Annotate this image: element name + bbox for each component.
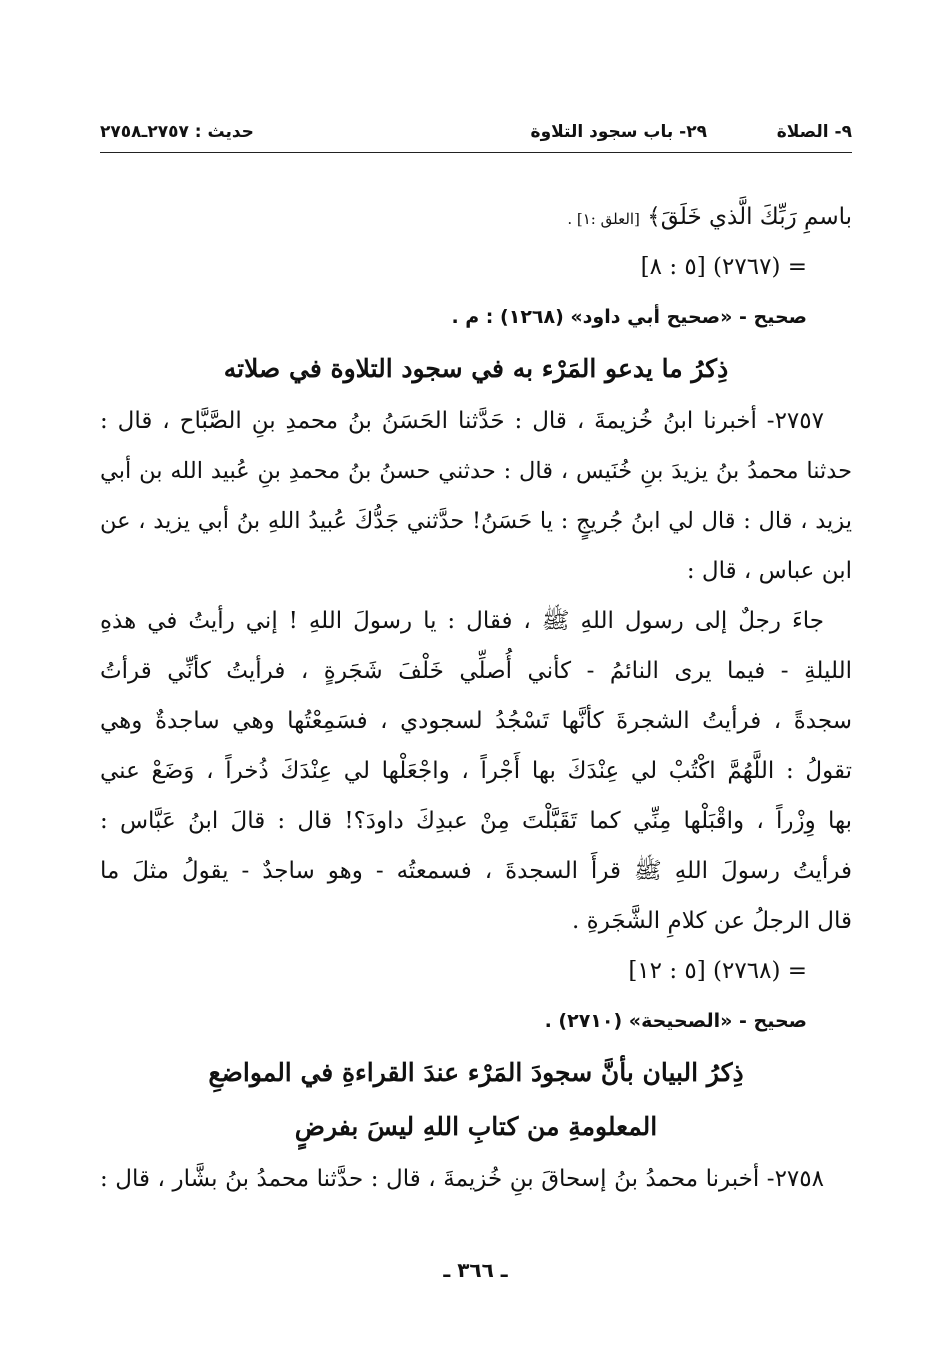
isnad-line: يزيد ، قال : قال لي ابنُ جُريجٍ : يا حَسَنُ! حدَّثني جَدُّكَ عُبيدُ اللهِ بنُ أبي يزيد ، عن — [100, 508, 852, 534]
isnad-line: حدثنا محمدُ بنُ يزيدَ بنِ خُنَيس ، قال : حدثني حسنُ بنُ محمدِ بنِ عُبيد الله بن أبي — [100, 458, 852, 484]
matn-line: سجدةً ، فرأيتُ الشجرةَ كأنَّها تَسْجُدُ لسجودي ، فسَمِعْتُها وهي ساجدةٌ وهي — [100, 708, 852, 734]
matn-line: بها وِزْراً ، واقْبَلْها مِنِّي كما تَقَبَّلْتَ مِنْ عبدِكَ داودَ؟! قال : قالَ ابنُ عَبَّاس : — [100, 808, 852, 834]
cross-reference-2: = (٢٧٦٨) [٥ : ١٢] — [628, 958, 807, 984]
chapter-heading-1: ذِكرُ ما يدعو المَرْء به في سجود التلاوة في صلاته — [223, 354, 729, 383]
verse-line — [100, 192, 852, 242]
hadith-range: حديث : ٢٧٥٧ـ٢٧٥٨ — [100, 122, 254, 142]
grading-1: صحيح - «صحيح أبي داود» (١٢٦٨) : م . — [451, 306, 807, 328]
verse-reference: [العلق :١] . — [567, 210, 640, 228]
chapter-heading-2-line-2: المعلومةِ من كتابِ اللهِ ليسَ بفرضٍ — [294, 1112, 658, 1141]
matn-line: قال الرجلُ عن كلامِ الشَّجَرةِ . — [572, 908, 852, 934]
matn-line: تقولُ : اللَّهُمَّ اكْتُبْ لي عِنْدَكَ بها أَجْراً ، واجْعَلْها لي عِنْدَكَ ذُخراً ، وَضَعْ عني — [100, 758, 853, 784]
isnad-line: ابن عباس ، قال : — [686, 558, 852, 584]
page-body — [100, 192, 852, 1204]
header-divider — [100, 152, 852, 153]
isnad-line: ٢٧٥٧- أخبرنا ابنُ خُزيمةَ ، قال : حَدَّثنا الحَسَنُ بنُ محمدِ بنِ الصَّبَّاح ، قال : — [100, 408, 824, 434]
isnad-line-2758: ٢٧٥٨- أخبرنا محمدُ بنُ إسحاقَ بنِ خُزيمةَ ، قال : حدَّثنا محمدُ بنُ بشَّار ، قال : — [100, 1166, 824, 1192]
matn-line: فرأيتُ رسولَ اللهِ ﷺ قرأَ السجدةَ ، فسمعتُه - وهو ساجدٌ - يقولُ مثلَ ما — [100, 858, 852, 884]
cross-reference-1: = (٢٧٦٧) [٥ : ٨] — [640, 254, 807, 280]
matn-line: الليلةِ - فيما يرى النائمُ - كأني أُصلِّي خَلْفَ شَجَرةٍ ، فرأيتُ كأنِّي قرأتُ — [100, 658, 852, 684]
matn-line: جاءَ رجلٌ إلى رسول اللهِ ﷺ ، فقال : يا رسولَ اللهِ ! إني رأيتُ في هذهِ — [100, 608, 824, 634]
bab-title: ٢٩- باب سجود التلاوة — [530, 122, 707, 142]
chapter-title: ٩- الصلاة — [776, 122, 852, 142]
chapter-heading-2-line-1: ذِكرُ البيان بأنَّ سجودَ المَرْء عندَ القراءةِ في المواضعِ — [208, 1058, 744, 1087]
running-header — [100, 118, 852, 148]
grading-2: صحيح - «الصحيحة» (٢٧١٠) . — [544, 1010, 807, 1032]
page-number: ـ ٣٦٦ ـ — [443, 1258, 508, 1282]
verse-text: باسمِ رَبِّكَ الَّذي خَلَقَ﴾ — [647, 204, 852, 230]
